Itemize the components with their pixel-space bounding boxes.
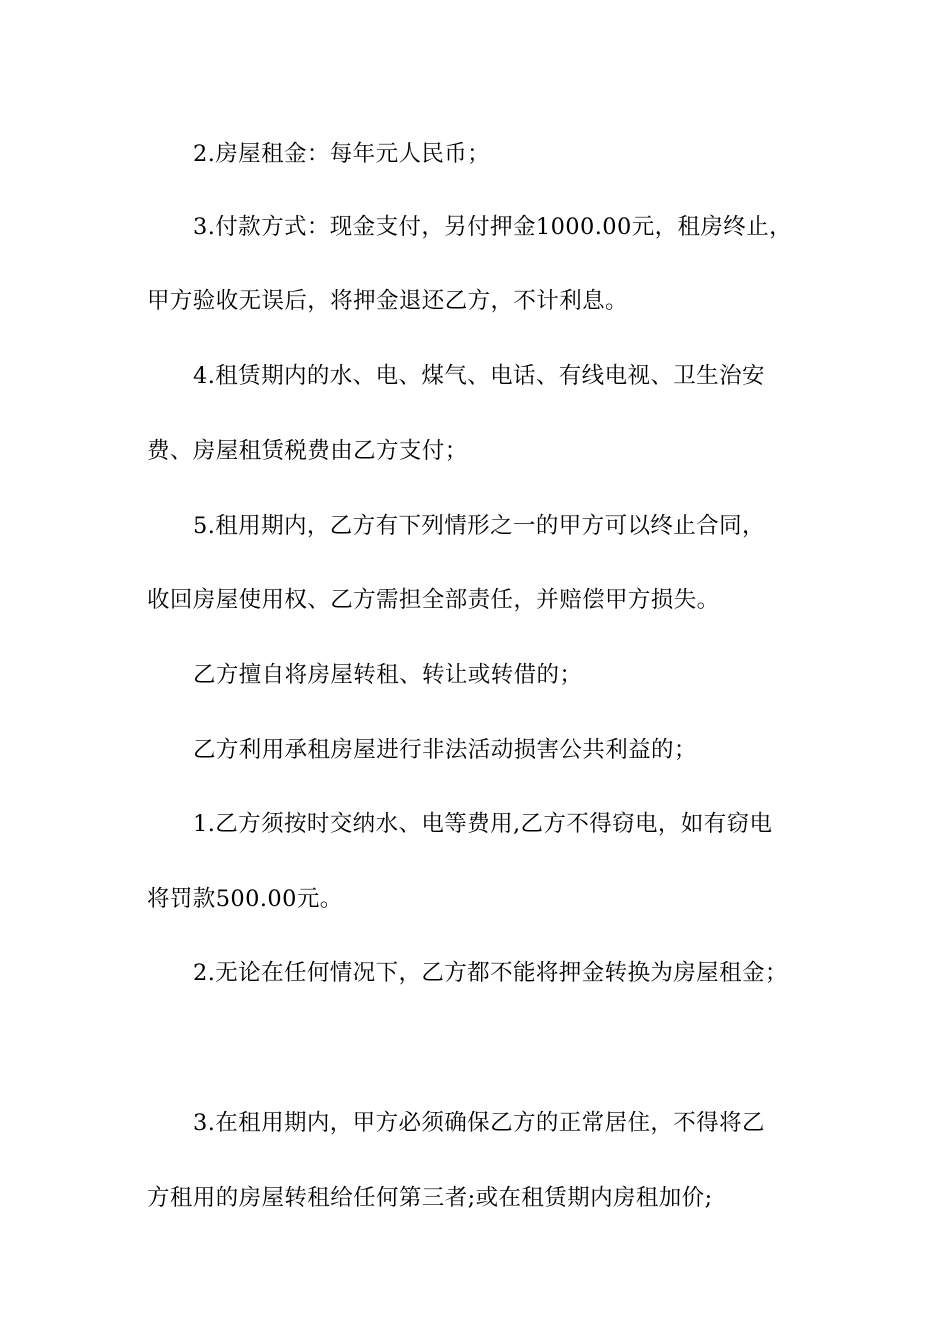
paragraph-deposit: 2.无论在任何情况下，乙方都不能将押金转换为房屋租金； bbox=[193, 960, 788, 986]
paragraph-fees-cont: 将罚款500.00元。 bbox=[147, 886, 343, 912]
paragraph-utilities: 4.租赁期内的水、电、煤气、电话、有线电视、卫生治安 bbox=[193, 363, 765, 389]
paragraph-utilities-cont: 费、房屋租赁税费由乙方支付； bbox=[147, 438, 468, 464]
paragraph-fees: 1.乙方须按时交纳水、电等费用,乙方不得窃电，如有窃电 bbox=[193, 811, 773, 837]
paragraph-landlord-duty-cont: 方租用的房屋转租给任何第三者;或在租赁期内房租加价; bbox=[147, 1185, 713, 1211]
paragraph-termination-cont: 收回房屋使用权、乙方需担全部责任，并赔偿甲方损失。 bbox=[147, 587, 720, 613]
paragraph-landlord-duty: 3.在租用期内，甲方必须确保乙方的正常居住，不得将乙 bbox=[193, 1110, 765, 1136]
paragraph-rent: 2.房屋租金：每年元人民币； bbox=[193, 141, 491, 167]
paragraph-payment-method: 3.付款方式：现金支付，另付押金1000.00元，租房终止， bbox=[193, 214, 793, 240]
paragraph-sublet: 乙方擅自将房屋转租、转让或转借的； bbox=[193, 662, 583, 688]
paragraph-illegal-use: 乙方利用承租房屋进行非法活动损害公共利益的； bbox=[193, 737, 697, 763]
paragraph-termination: 5.租用期内，乙方有下列情形之一的甲方可以终止合同， bbox=[193, 513, 765, 539]
paragraph-payment-method-cont: 甲方验收无误后，将押金退还乙方，不计利息。 bbox=[147, 288, 628, 314]
